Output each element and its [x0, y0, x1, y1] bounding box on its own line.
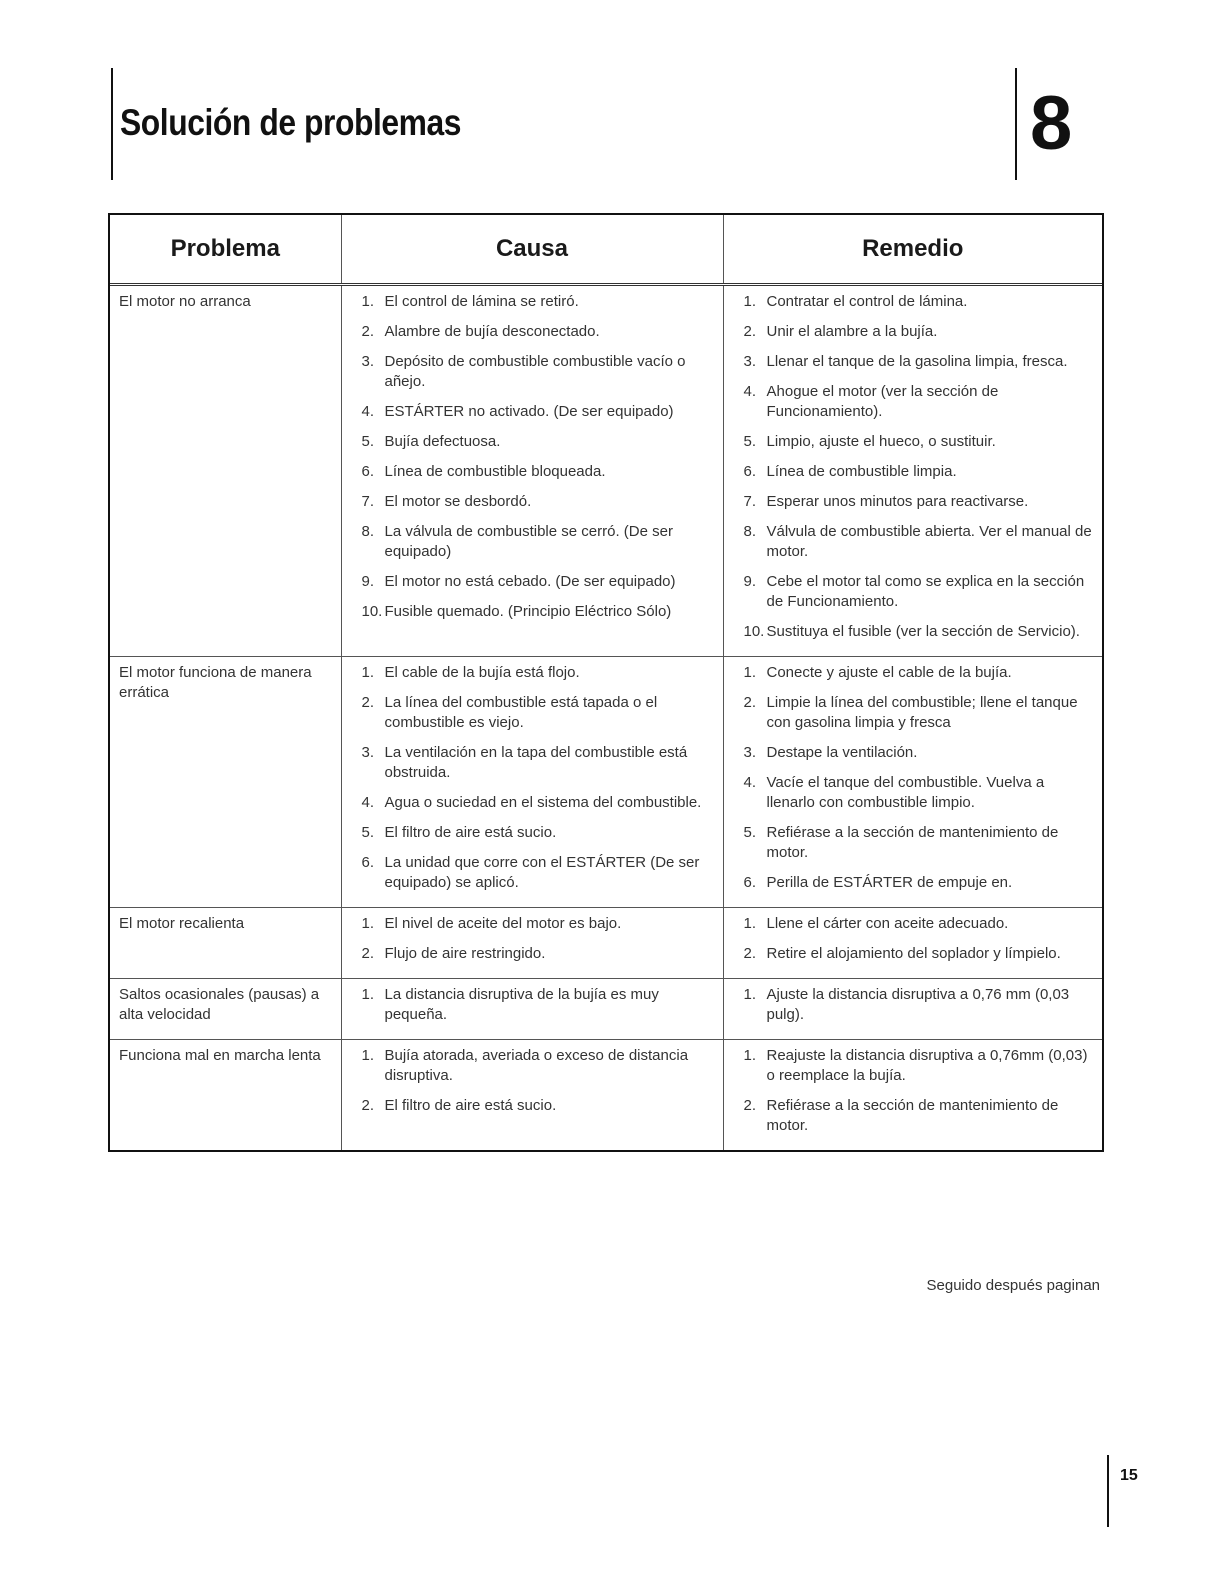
table-row: [110, 1040, 1102, 1151]
cause-item: [350, 572, 715, 602]
cause-list: [350, 914, 715, 974]
cause-item: [350, 663, 715, 693]
cause-number: 6.: [361, 463, 375, 480]
remedy-text: Ahogue el motor (ver la sección de Funcionamiento).: [766, 383, 999, 420]
remedy-list: [732, 663, 1095, 903]
remedy-text: Retire el alojamiento del soplador y límpielo.: [766, 945, 1061, 962]
remedy-number: 2.: [743, 945, 757, 962]
cause-list: [350, 663, 715, 903]
remedy-number: 6.: [743, 463, 757, 480]
remedy-text: Llene el cárter con aceite adecuado.: [766, 915, 1009, 932]
cause-item: [350, 322, 715, 352]
cause-number: 5.: [361, 433, 375, 450]
column-header-problem: Problema: [110, 215, 341, 285]
chapter-number: 8: [1030, 81, 1073, 166]
cause-item: [350, 292, 715, 322]
cause-number: 4.: [361, 794, 375, 811]
cause-item: [350, 492, 715, 522]
remedy-number: 3.: [743, 744, 757, 761]
cause-item: [350, 402, 715, 432]
cause-item: [350, 823, 715, 853]
remedy-text: Refiérase a la sección de mantenimiento de motor.: [766, 1097, 1059, 1134]
remedy-text: Contratar el control de lámina.: [766, 293, 968, 310]
cause-cell: [341, 285, 723, 657]
remedy-cell: [723, 1040, 1102, 1151]
cause-number: 8.: [361, 523, 375, 540]
remedy-item: [732, 1046, 1095, 1096]
remedy-number: 2.: [743, 1097, 757, 1114]
remedy-number: 1.: [743, 986, 757, 1003]
remedy-item: [732, 944, 1095, 974]
cause-text: ESTÁRTER no activado. (De ser equipado): [384, 403, 674, 420]
remedy-item: [732, 622, 1095, 652]
cause-item: [350, 914, 715, 944]
remedy-number: 10.: [743, 623, 765, 640]
cause-text: Fusible quemado. (Principio Eléctrico Sólo): [384, 603, 672, 620]
remedy-text: Destape la ventilación.: [766, 744, 918, 761]
cause-cell: [341, 1040, 723, 1151]
remedy-text: Sustituya el fusible (ver la sección de Servicio).: [766, 623, 1080, 640]
cause-cell: [341, 657, 723, 908]
column-header-remedy: Remedio: [723, 215, 1102, 285]
remedy-number: 6.: [743, 874, 757, 891]
cause-list: [350, 1046, 715, 1126]
problem-cell: El motor recalienta: [110, 908, 341, 979]
remedy-number: 1.: [743, 1047, 757, 1064]
remedy-number: 1.: [743, 664, 757, 681]
problem-cell: Saltos ocasionales (pausas) a alta velocidad: [110, 979, 341, 1040]
remedy-text: Refiérase a la sección de mantenimiento de motor.: [766, 824, 1059, 861]
remedy-item: [732, 522, 1095, 572]
cause-number: 2.: [361, 945, 375, 962]
table-row: [110, 979, 1102, 1040]
problem-cell: Funciona mal en marcha lenta: [110, 1040, 341, 1151]
cause-number: 6.: [361, 854, 375, 871]
page-title: Solución de problemas: [120, 102, 462, 143]
cause-number: 1.: [361, 915, 375, 932]
remedy-number: 5.: [743, 433, 757, 450]
remedy-number: 1.: [743, 293, 757, 310]
page-number: 15: [1120, 1467, 1138, 1484]
remedy-item: [732, 492, 1095, 522]
cause-item: [350, 693, 715, 743]
remedy-list: [732, 292, 1095, 652]
remedy-item: [732, 985, 1095, 1035]
remedy-cell: [723, 908, 1102, 979]
remedy-text: Ajuste la distancia disruptiva a 0,76 mm (0,03 pulg).: [766, 986, 1070, 1023]
remedy-item: [732, 914, 1095, 944]
remedy-text: Vacíe el tanque del combustible. Vuelva a llenarlo con combustible limpio.: [766, 774, 1045, 811]
cause-item: [350, 522, 715, 572]
cause-text: La unidad que corre con el ESTÁRTER (De ser equipado) se aplicó.: [384, 854, 700, 891]
remedy-number: 2.: [743, 694, 757, 711]
cause-number: 9.: [361, 573, 375, 590]
table-row: [110, 285, 1102, 657]
troubleshooting-table-container: [108, 213, 1104, 1152]
cause-number: 7.: [361, 493, 375, 510]
remedy-list: [732, 1046, 1095, 1146]
cause-number: 1.: [361, 293, 375, 310]
remedy-text: Esperar unos minutos para reactivarse.: [766, 493, 1029, 510]
cause-number: 2.: [361, 323, 375, 340]
remedy-item: [732, 382, 1095, 432]
remedy-number: 2.: [743, 323, 757, 340]
cause-text: Flujo de aire restringido.: [384, 945, 546, 962]
remedy-item: [732, 462, 1095, 492]
cause-text: El cable de la bujía está flojo.: [384, 664, 580, 681]
remedy-text: Limpio, ajuste el hueco, o sustituir.: [766, 433, 996, 450]
remedy-text: Conecte y ajuste el cable de la bujía.: [766, 664, 1012, 681]
remedy-text: Cebe el motor tal como se explica en la sección de Funcionamiento.: [766, 573, 1085, 610]
remedy-text: Unir el alambre a la bujía.: [766, 323, 938, 340]
remedy-list: [732, 914, 1095, 974]
cause-text: El motor no está cebado. (De ser equipado): [384, 573, 676, 590]
table-header-row: [110, 215, 1102, 285]
cause-item: [350, 352, 715, 402]
title-divider: [111, 68, 113, 180]
table-body: [110, 285, 1102, 1151]
cause-item: [350, 1046, 715, 1096]
continued-note: Seguido después paginan: [926, 1277, 1100, 1294]
remedy-cell: [723, 657, 1102, 908]
page-number-divider: [1107, 1455, 1109, 1527]
remedy-text: Limpie la línea del combustible; llene el tanque con gasolina limpia y fresca: [766, 694, 1078, 731]
remedy-number: 8.: [743, 523, 757, 540]
cause-text: Línea de combustible bloqueada.: [384, 463, 606, 480]
remedy-item: [732, 432, 1095, 462]
remedy-number: 4.: [743, 774, 757, 791]
cause-item: [350, 853, 715, 903]
cause-item: [350, 793, 715, 823]
cause-text: La ventilación en la tapa del combustible está obstruida.: [384, 744, 688, 781]
cause-number: 2.: [361, 694, 375, 711]
cause-item: [350, 985, 715, 1035]
cause-item: [350, 602, 715, 632]
remedy-item: [732, 773, 1095, 823]
remedy-text: Línea de combustible limpia.: [766, 463, 957, 480]
remedy-number: 4.: [743, 383, 757, 400]
remedy-item: [732, 663, 1095, 693]
cause-cell: [341, 908, 723, 979]
cause-text: El filtro de aire está sucio.: [384, 1097, 557, 1114]
cause-item: [350, 944, 715, 974]
cause-text: La distancia disruptiva de la bujía es muy pequeña.: [384, 986, 659, 1023]
remedy-item: [732, 322, 1095, 352]
remedy-item: [732, 1096, 1095, 1146]
cause-number: 1.: [361, 664, 375, 681]
table-row: [110, 908, 1102, 979]
cause-text: El filtro de aire está sucio.: [384, 824, 557, 841]
cause-text: La línea del combustible está tapada o el combustible es viejo.: [384, 694, 658, 731]
table-row: [110, 657, 1102, 908]
cause-item: [350, 462, 715, 492]
cause-list: [350, 985, 715, 1035]
remedy-item: [732, 743, 1095, 773]
cause-number: 3.: [361, 744, 375, 761]
remedy-item: [732, 572, 1095, 622]
remedy-text: Reajuste la distancia disruptiva a 0,76mm (0,03) o reemplace la bujía.: [766, 1047, 1088, 1084]
remedy-text: Perilla de ESTÁRTER de empuje en.: [766, 874, 1013, 891]
remedy-number: 1.: [743, 915, 757, 932]
remedy-item: [732, 873, 1095, 903]
cause-item: [350, 1096, 715, 1126]
remedy-cell: [723, 979, 1102, 1040]
cause-text: Alambre de bujía desconectado.: [384, 323, 600, 340]
remedy-number: 5.: [743, 824, 757, 841]
cause-item: [350, 432, 715, 462]
cause-number: 5.: [361, 824, 375, 841]
cause-list: [350, 292, 715, 632]
chapter-divider: [1015, 68, 1017, 180]
column-header-cause: Causa: [341, 215, 723, 285]
remedy-item: [732, 693, 1095, 743]
remedy-item: [732, 352, 1095, 382]
cause-text: El nivel de aceite del motor es bajo.: [384, 915, 622, 932]
cause-item: [350, 743, 715, 793]
remedy-number: 9.: [743, 573, 757, 590]
cause-text: Bujía atorada, averiada o exceso de distancia disruptiva.: [384, 1047, 689, 1084]
cause-number: 1.: [361, 1047, 375, 1064]
remedy-text: Llenar el tanque de la gasolina limpia, fresca.: [766, 353, 1068, 370]
remedy-text: Válvula de combustible abierta. Ver el manual de motor.: [766, 523, 1092, 560]
cause-text: Agua o suciedad en el sistema del combustible.: [384, 794, 702, 811]
remedy-number: 3.: [743, 353, 757, 370]
cause-number: 2.: [361, 1097, 375, 1114]
cause-cell: [341, 979, 723, 1040]
cause-number: 3.: [361, 353, 375, 370]
cause-text: Bujía defectuosa.: [384, 433, 501, 450]
cause-text: El control de lámina se retiró.: [384, 293, 579, 310]
remedy-cell: [723, 285, 1102, 657]
cause-number: 10.: [361, 603, 383, 620]
troubleshooting-table: [110, 215, 1102, 1150]
remedy-item: [732, 292, 1095, 322]
cause-text: Depósito de combustible combustible vacío o añejo.: [384, 353, 686, 390]
problem-cell: El motor funciona de manera errática: [110, 657, 341, 908]
problem-cell: El motor no arranca: [110, 285, 341, 657]
remedy-list: [732, 985, 1095, 1035]
cause-number: 4.: [361, 403, 375, 420]
cause-number: 1.: [361, 986, 375, 1003]
cause-text: La válvula de combustible se cerró. (De ser equipado): [384, 523, 673, 560]
remedy-number: 7.: [743, 493, 757, 510]
cause-text: El motor se desbordó.: [384, 493, 532, 510]
remedy-item: [732, 823, 1095, 873]
